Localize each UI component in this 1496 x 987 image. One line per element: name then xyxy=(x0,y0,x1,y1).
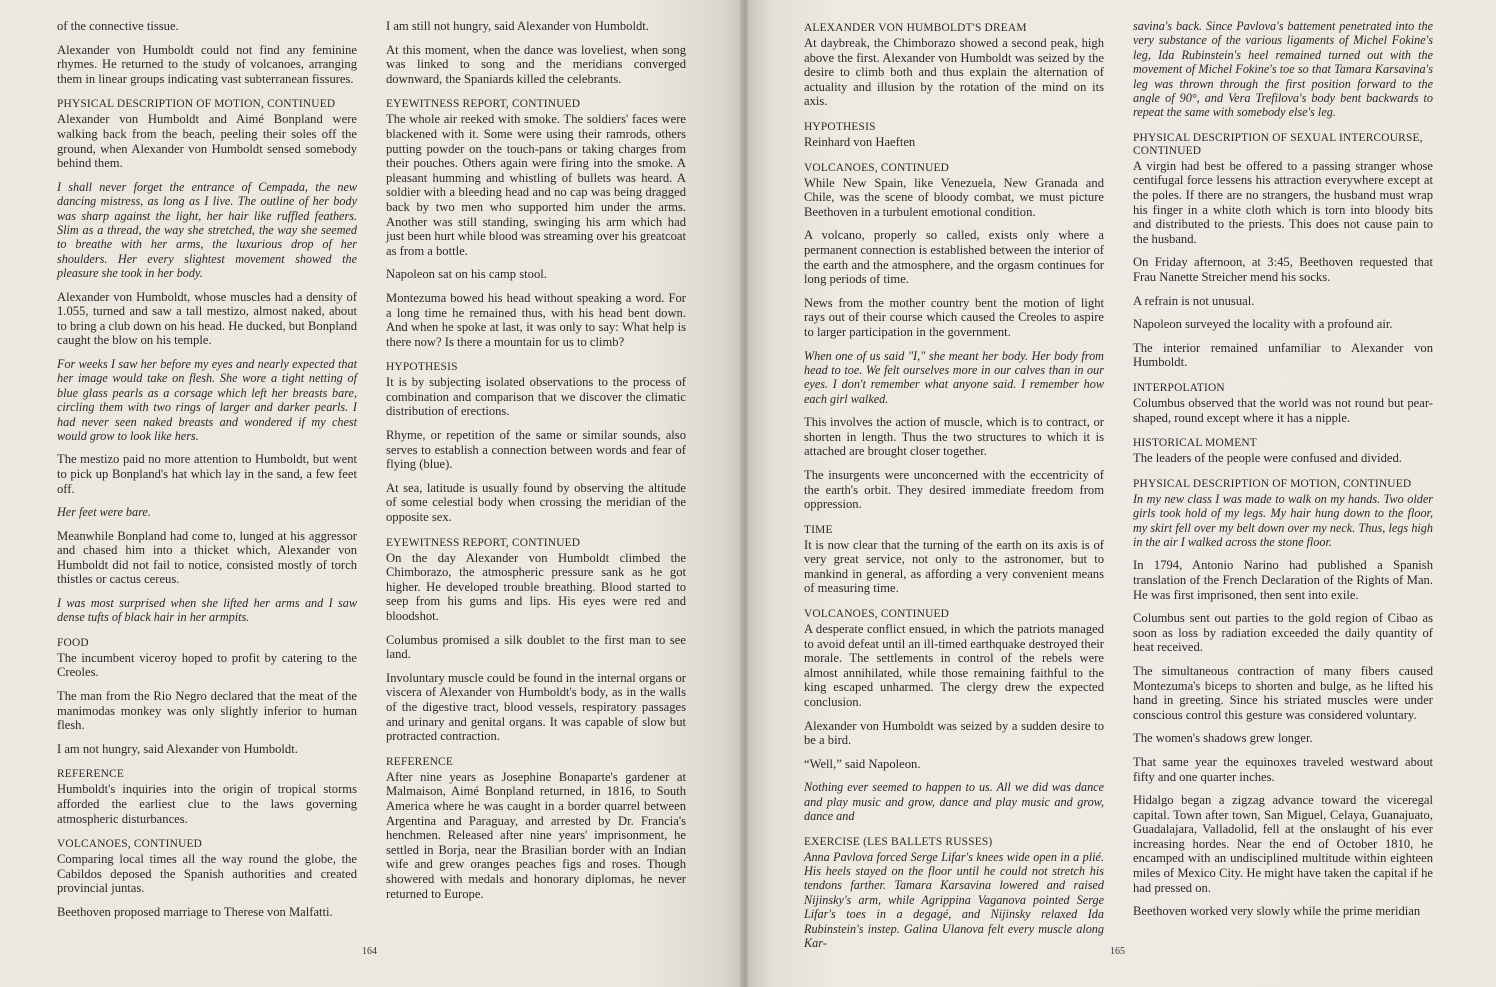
paragraph: At this moment, when the dance was loveliest, when song was linked to song and the meridians converged downward, the Spaniards killed the celebrants. xyxy=(386,42,686,86)
paragraph: On the day Alexander von Humboldt climbed the Chimborazo, the atmospheric pressure sank as he got higher. He developed trouble breathing. Blood started to seep from his gums and lips. His eyes were red and bloodshot. xyxy=(386,550,686,623)
paragraph: The women's shadows grew longer. xyxy=(1133,731,1313,746)
section-heading: HYPOTHESIS xyxy=(804,120,876,133)
paragraph: Montezuma bowed his head without speaking a word. For a long time he remained thus, with his head bent down. And when he spoke at last, it was only to say: What help is there now? Is there a mountain for us to climb? xyxy=(386,290,686,349)
section-heading: INTERPOLATION xyxy=(1133,381,1225,394)
section xyxy=(57,637,357,680)
paragraph: Comparing local times all the way round the globe, the Cabildos deposed the Spanish authorities and created provincial juntas. xyxy=(57,852,357,896)
paragraph: Hidalgo began a zigzag advance toward the viceregal capital. Town after town, San Miguel, Celaya, Guanajuato, Guadalajara, Valladolid, fell at the onslaught of his ever increasing hordes. Near the end of October 1810, he encamped with an undisciplined multitude within eighteen miles of Mexico City. He might have taken the capital if he had pressed on. xyxy=(1133,793,1433,895)
paragraph: Columbus sent out parties to the gold region of Cibao as soon as loss by radiation exceeded the daily quantity of heat received. xyxy=(1133,611,1433,655)
paragraph: Beethoven proposed marriage to Therese von Malfatti. xyxy=(57,904,333,919)
section xyxy=(1133,437,1433,466)
right-page xyxy=(748,0,1496,987)
italic-paragraph: When one of us said "I," she meant her body. Her body from head to toe. We felt ourselves more in our calves than in our eyes. I don't remember what anyone said. I remember how each girl walked. xyxy=(804,348,1104,406)
paragraph: On Friday afternoon, at 3:45, Beethoven requested that Frau Nanette Streicher mend his socks. xyxy=(1133,255,1433,284)
section-heading: VOLCANOES, CONTINUED xyxy=(57,838,203,851)
page-number: 164 xyxy=(362,946,377,957)
section xyxy=(804,22,1104,109)
section xyxy=(804,836,1104,951)
paragraph: I am not hungry, said Alexander von Humboldt. xyxy=(57,741,298,756)
section-heading: EYEWITNESS REPORT, CONTINUED xyxy=(386,536,581,549)
section xyxy=(57,768,357,826)
section xyxy=(1133,382,1433,425)
column-4 xyxy=(1133,19,1433,928)
section xyxy=(386,361,686,419)
section-heading: VOLCANOES, CONTINUED xyxy=(804,161,950,174)
paragraph: The interior remained unfamiliar to Alexander von Humboldt. xyxy=(1133,340,1433,370)
paragraph: Napoleon sat on his camp stool. xyxy=(386,267,547,282)
paragraph: The incumbent viceroy hoped to profit by catering to the Creoles. xyxy=(57,650,357,680)
paragraph: Alexander von Humboldt and Aimé Bonpland were walking back from the beach, peeling their soles off the ground, when Alexander von Humboldt sensed somebody behind them. xyxy=(57,112,357,171)
italic-paragraph: In my new class I was made to walk on my hands. Two older girls took hold of my legs. My hair hung down to the floor, my skirt fell over my belt down over my neck. Thus, legs high in the air I walked across the stone floor. xyxy=(1133,491,1433,549)
section xyxy=(386,537,686,624)
paragraph: “Well,” said Napoleon. xyxy=(804,756,921,771)
section xyxy=(57,838,357,896)
italic-paragraph: Anna Pavlova forced Serge Lifar's knees wide open in a plié. His heels stayed on the floor until he could not stretch his tendons farther. Tamara Karsavina lowered and raised Nijinsky's arm, while Agrippina Vaganova pointed Serge Lifar's toes in a degagé, and Nijinsky relaxed Ida Rubinstein's instep. Galina Ulanova felt every muscle along Kar- xyxy=(804,849,1104,951)
page-number: 165 xyxy=(1110,946,1125,957)
section xyxy=(1133,478,1433,550)
paragraph: Reinhard von Haeften xyxy=(804,134,916,149)
paragraph: A volcano, properly so called, exists only where a permanent connection is established between the interior of the earth and the atmosphere, and the orgasm continues for long periods of time. xyxy=(804,228,1104,287)
section-heading: HYPOTHESIS xyxy=(386,361,458,374)
paragraph: After nine years as Josephine Bonaparte's gardener at Malmaison, Aimé Bonpland returned, in 1816, to South America where he was caught in a border quarrel between Argentina and Paraguay, and arrested by Dr. Francia's henchmen. Released after nine years' imprisonment, he settled in Borja, near the Brasilian border with an Indian wife and grew oranges peaches figs and roses. Though showered with medals and honorary diplomas, he never returned to Europe. xyxy=(386,769,686,901)
section xyxy=(386,756,686,901)
paragraph: Humboldt's inquiries into the origin of tropical storms afforded the earliest clue to the laws governing atmospheric disturbances. xyxy=(57,782,357,826)
paragraph: Columbus observed that the world was not round but pear-shaped, round except where it has a nipple. xyxy=(1133,395,1433,425)
paragraph: The simultaneous contraction of many fibers caused Montezuma's biceps to shorten and bulge, as he lifted his hand in greeting. Since his striated muscles were under conscious control this gesture was considered voluntary. xyxy=(1133,663,1433,722)
paragraph: Alexander von Humboldt could not find any feminine rhymes. He returned to the study of volcanoes, arranging them in linear groups indicating vast subterranean fissures. xyxy=(57,42,357,86)
paragraph: In 1794, Antonio Narino had published a Spanish translation of the French Declaration of the Rights of Man. He was first imprisoned, then sent into exile. xyxy=(1133,558,1433,602)
section-heading: VOLCANOES, CONTINUED xyxy=(804,608,950,621)
section-heading: PHYSICAL DESCRIPTION OF MOTION, CONTINUED xyxy=(57,98,336,111)
section xyxy=(804,524,1104,596)
italic-paragraph: Nothing ever seemed to happen to us. All we did was dance and play music and grow, dance and play music and grow, dance and xyxy=(804,780,1104,824)
column-2 xyxy=(386,19,686,910)
paragraph: Involuntary muscle could be found in the internal organs or viscera of Alexander von Humboldt's body, as in the walls of the digestive tract, blood vessels, respiratory passages and urinary and genital organs. It was capable of slow but protracted contraction. xyxy=(386,670,686,744)
paragraph: This involves the action of muscle, which is to contract, or shorten in length. Thus the two structures to which it is attached are brought closer together. xyxy=(804,415,1104,459)
paragraph: Alexander von Humboldt, whose muscles had a density of 1.055, turned and saw a tall mestizo, almost naked, about to bring a club down on his head. He ducked, but Bonpland caught the blow on his temple. xyxy=(57,289,357,348)
italic-paragraph: savina's back. Since Pavlova's battement penetrated into the very substance of the various ligaments of Michel Fokine's leg, Ida Rubinstein's heel remained turned out with the movement of Michel Fokine's toe so that Tamara Karsavina's leg was thrown through the first position forward to the angle of 90°, and Vera Trefilova's body bent backwards to repeat the same with somebody else's leg. xyxy=(1133,19,1433,120)
left-page xyxy=(0,0,742,987)
section-heading: EXERCISE (LES BALLETS RUSSES) xyxy=(804,835,993,848)
section-heading: REFERENCE xyxy=(57,768,124,781)
paragraph: The man from the Rio Negro declared that the meat of the manimodas monkey was only slightly inferior to human flesh. xyxy=(57,688,357,733)
section xyxy=(1133,132,1433,247)
section-heading: ALEXANDER VON HUMBOLDT'S DREAM xyxy=(804,22,1027,34)
paragraph: While New Spain, like Venezuela, New Granada and Chile, was the scene of bloody combat, we must picture Beethoven in a turbulent emotional condition. xyxy=(804,175,1104,219)
italic-paragraph: Her feet were bare. xyxy=(57,505,151,520)
section-heading: TIME xyxy=(804,523,833,536)
paragraph: Meanwhile Bonpland had come to, lunged at his aggressor and chased him into a thicket which, Alexander von Humboldt did not fail to notice, consisted mostly of torch thistles or cactus cereus. xyxy=(57,528,357,587)
paragraph: of the connective tissue. xyxy=(57,19,179,33)
paragraph: Beethoven worked very slowly while the prime meridian xyxy=(1133,904,1421,919)
paragraph: At sea, latitude is usually found by observing the altitude of some celestial body when crossing the meridian of the opposite sex. xyxy=(386,480,686,525)
section xyxy=(57,98,357,170)
paragraph: It is by subjecting isolated observations to the process of combination and comparison that we discover the climatic distribution of erections. xyxy=(386,375,686,419)
paragraph: That same year the equinoxes traveled westward about fifty and one quarter inches. xyxy=(1133,754,1433,784)
paragraph: It is now clear that the turning of the earth on its axis is of very great service, not only to the astronomer, but to mankind in general, as affording a very convenient means of measuring time. xyxy=(804,537,1104,596)
section xyxy=(804,162,1104,220)
italic-paragraph: For weeks I saw her before my eyes and nearly expected that her image would take on flesh. She wore a tight netting of blue glass pearls as a corsage which left her breasts bare, circling them with two rings of larger and darker pearls. I had never seen naked breasts and wondered if my chest would grow to look like hers. xyxy=(57,356,357,443)
paragraph: News from the mother country bent the motion of light rays out of their course which caused the Creoles to aspire to larger participation in the government. xyxy=(804,295,1104,339)
paragraph: The mestizo paid no more attention to Humboldt, but went to pick up Bonpland's hat which lay in the sand, a few feet off. xyxy=(57,452,357,496)
section-heading: EYEWITNESS REPORT, CONTINUED xyxy=(386,98,581,111)
section-heading: PHYSICAL DESCRIPTION OF MOTION, CONTINUED xyxy=(1133,477,1412,490)
paragraph: Rhyme, or repetition of the same or similar sounds, also serves to establish a connection between words and fear of flying (blue). xyxy=(386,428,686,472)
section-heading: FOOD xyxy=(57,636,89,649)
section xyxy=(386,98,686,258)
paragraph: The insurgents were unconcerned with the eccentricity of the earth's orbit. They desired immediate freedom from oppression. xyxy=(804,467,1104,512)
column-3 xyxy=(804,19,1104,959)
section-heading: PHYSICAL DESCRIPTION OF SEXUAL INTERCOURSE, CONTINUED xyxy=(1133,131,1423,157)
italic-paragraph: I was most surprised when she lifted her arms and I saw dense tufts of black hair in her armpits. xyxy=(57,595,357,625)
paragraph: Columbus promised a silk doublet to the first man to see land. xyxy=(386,632,686,662)
paragraph: The leaders of the people were confused and divided. xyxy=(1133,451,1402,466)
paragraph: A desperate conflict ensued, in which the patriots managed to avoid defeat until an ill-timed earthquake destroyed their morale. The settlements in control of the rebels were almost annihilated, while those remaining faithful to the king escaped unharmed. The clergy drew the expected conclusion. xyxy=(804,622,1104,710)
paragraph: A refrain is not unusual. xyxy=(1133,293,1255,308)
section xyxy=(804,608,1104,710)
paragraph: At daybreak, the Chimborazo showed a second peak, high above the first. Alexander von Humboldt was seized by the desire to climb both and thus explain the alternation of actuality and illusion by the rotation of the mind on its axis. xyxy=(804,36,1104,109)
italic-paragraph: I shall never forget the entrance of Cempada, the new dancing mistress, as long as I live. The outline of her body was sharp against the light, her hair like ruffled feathers. Slim as a thread, the way she stretched, the way she seemed to breathe with her arms, the luxurious drop of her shoulders. Her every slightest movement showed the pleasure she took in her body. xyxy=(57,179,357,281)
paragraph: Napoleon surveyed the locality with a profound air. xyxy=(1133,317,1393,332)
paragraph: Alexander von Humboldt was seized by a sudden desire to be a bird. xyxy=(804,718,1104,748)
section-heading: REFERENCE xyxy=(386,755,453,768)
paragraph: The whole air reeked with smoke. The soldiers' faces were blackened with it. Some were using their ramrods, others putting powder on the touch-pans or taking charges from their pouches. Others again were firing into the smoke. A pleasant humming and whistling of bullets was heard. A soldier with a bleeding head and no cap was being dragged back by two men who supported him under the arms. Another was still standing, swinging his arm which had just been hurt while blood was streaming over his greatcoat as from a bottle. xyxy=(386,112,686,258)
column-1 xyxy=(57,19,357,929)
section-heading: HISTORICAL MOMENT xyxy=(1133,437,1257,450)
section xyxy=(804,121,1104,150)
paragraph: A virgin had best be offered to a passing stranger whose centifugal force lessens his attraction everywhere except at the poles. If there are no strangers, the husband must wrap his finger in a white cloth which is torn into bloody bits and distributed to the priests. This does not cause pain to the husband. xyxy=(1133,158,1433,246)
paragraph: I am still not hungry, said Alexander von Humboldt. xyxy=(386,19,649,33)
